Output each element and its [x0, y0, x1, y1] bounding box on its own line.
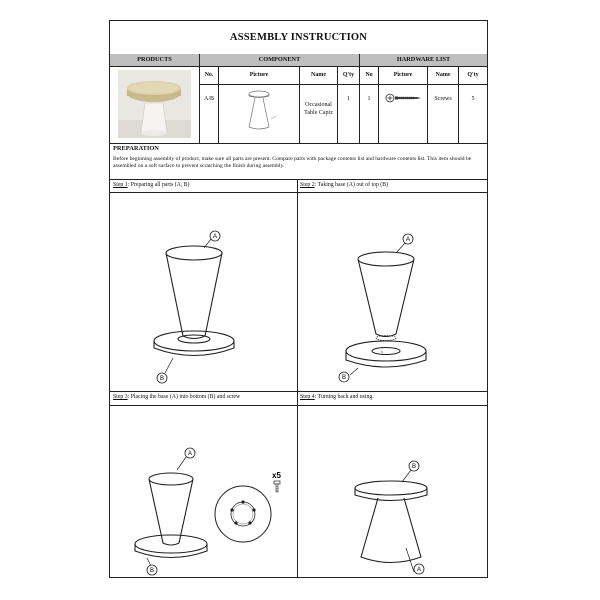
screw-icon	[274, 481, 280, 492]
part-a-label: A	[187, 451, 193, 458]
hardware-col-picture: Picture	[393, 72, 413, 78]
hardware-col-name: Name	[435, 72, 451, 78]
hardware-col-qty: Q'ty	[467, 72, 479, 78]
hardware-no-value: 1	[367, 96, 371, 102]
hardware-qty-value: 5	[471, 96, 475, 102]
step-1-illustration	[111, 193, 296, 390]
component-name-value: Occasional Table Capiz	[304, 102, 333, 116]
component-col-qty: Q'ty	[342, 72, 355, 78]
component-header: COMPONENT	[200, 54, 359, 66]
hardware-name-value: Screws	[434, 96, 452, 102]
part-b-label: B	[149, 568, 155, 575]
step-3-caption: Step 3: Placing the base (A) into bottom (B) and screw	[113, 394, 241, 400]
preparation-text: Before beginning assembly of product, make sure all parts are present. Compare parts with package contents list and hardware contents list. This item should be assembled on a soft surface to prevent scratching the finish during assembly.	[113, 156, 472, 169]
component-no-value: A/B	[203, 96, 214, 102]
assembly-sheet	[109, 20, 488, 578]
screw-count-label: x5	[272, 471, 281, 480]
products-header: PRODUCTS	[110, 54, 199, 66]
step-4-illustration	[298, 406, 486, 576]
component-col-no: No.	[204, 72, 214, 78]
page-title: ASSEMBLY INSTRUCTION	[229, 32, 368, 43]
step-4-caption: Step 4: Turning back and using.	[300, 394, 374, 400]
step-2-caption: Step 2: Taking base (A) out of top (B)	[300, 182, 389, 188]
step-2-illustration	[298, 193, 486, 390]
part-a-label: A	[405, 237, 411, 244]
part-b-label: B	[411, 464, 417, 471]
part-a-label: A	[416, 567, 422, 574]
hardware-header: HARDWARE LIST	[360, 54, 487, 66]
step-3-illustration	[111, 406, 296, 576]
table-sketch-icon	[234, 89, 284, 137]
preparation-title: PREPARATION	[113, 145, 159, 152]
part-a-label: A	[212, 234, 218, 241]
component-qty-value: 1	[347, 96, 350, 102]
product-photo	[118, 70, 191, 138]
hardware-col-no: No	[365, 72, 373, 78]
component-col-name: Name	[311, 72, 326, 78]
part-b-label: B	[341, 375, 347, 382]
part-b-label: B	[159, 376, 165, 383]
base-bottom-view	[215, 486, 271, 542]
screw-icon	[384, 91, 422, 105]
component-col-picture: Picture	[249, 72, 269, 78]
step-1-caption: Step 1: Preparing all parts (A, B)	[113, 182, 190, 188]
